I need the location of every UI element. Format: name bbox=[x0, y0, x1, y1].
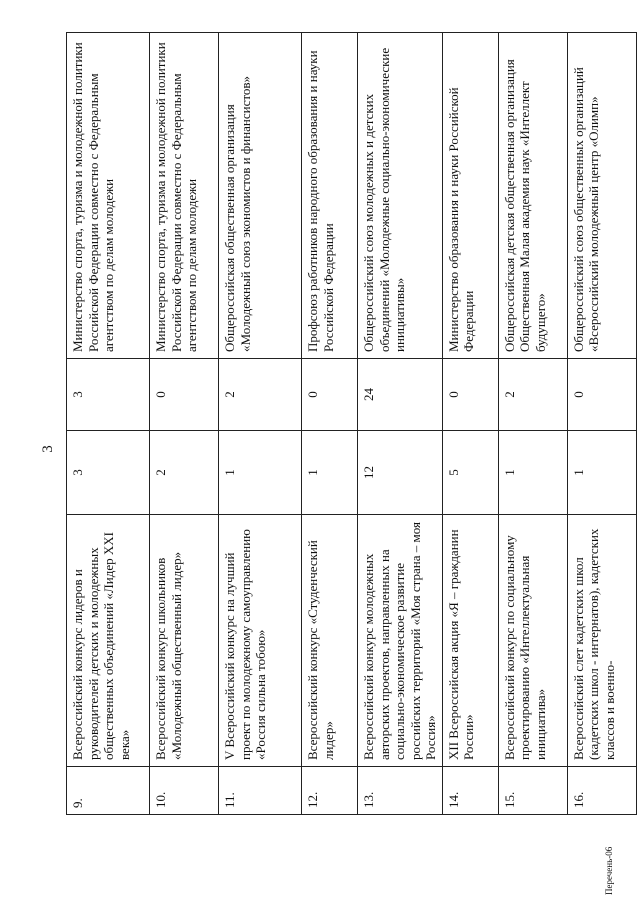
row-number: 12. bbox=[302, 767, 358, 815]
event-name: Всероссийский конкурс «Студенческий лидер» bbox=[302, 515, 358, 767]
event-name: V Всероссийский конкурс на лучший проект по молодежному самоуправлению «Россия сильна тобою» bbox=[219, 515, 302, 767]
winners-count: 2 bbox=[219, 359, 302, 431]
participants-count: 12 bbox=[358, 431, 443, 515]
row-number: 11. bbox=[219, 767, 302, 815]
event-name: Всероссийский слет кадетских школ (кадетских школ - интернатов), кадетских классов и военно- bbox=[567, 515, 636, 767]
event-name: Всероссийский конкурс школьников «Молодежный общественный лидер» bbox=[150, 515, 219, 767]
document-footer: Перечень-06 bbox=[604, 846, 614, 895]
organizer: Общероссийская общественная организация «Молодежный союз экономистов и финансистов» bbox=[219, 33, 302, 359]
participants-count: 1 bbox=[219, 431, 302, 515]
events-table bbox=[66, 32, 637, 815]
row-number: 13. bbox=[358, 767, 443, 815]
participants-count: 1 bbox=[302, 431, 358, 515]
participants-count: 2 bbox=[150, 431, 219, 515]
participants-count: 5 bbox=[442, 431, 498, 515]
event-name: Всероссийский конкурс молодежных авторских проектов, направленных на социально-экономическое развитие российских территорий «Моя страна – моя Россия» bbox=[358, 515, 443, 767]
page-number: 3 bbox=[40, 445, 56, 453]
row-number: 9. bbox=[67, 767, 150, 815]
winners-count: 2 bbox=[498, 359, 567, 431]
organizer: Профсоюз работников народного образования и науки Российской Федерации bbox=[302, 33, 358, 359]
row-number: 10. bbox=[150, 767, 219, 815]
table-row bbox=[498, 33, 567, 815]
table-row bbox=[219, 33, 302, 815]
organizer: Министерство спорта, туризма и молодежной политики Российской Федерации совместно с Федеральным агентством по делам молодежи bbox=[150, 33, 219, 359]
organizer: Общероссийская детская общественная организация Общественная Малая академия наук «Интеллект будущего» bbox=[498, 33, 567, 359]
winners-count: 0 bbox=[302, 359, 358, 431]
row-number: 16. bbox=[567, 767, 636, 815]
participants-count: 3 bbox=[67, 431, 150, 515]
winners-count: 3 bbox=[67, 359, 150, 431]
winners-count: 0 bbox=[150, 359, 219, 431]
winners-count: 24 bbox=[358, 359, 443, 431]
participants-count: 1 bbox=[567, 431, 636, 515]
table-row bbox=[302, 33, 358, 815]
table-row bbox=[358, 33, 443, 815]
organizer: Общероссийский союз общественных организаций «Всероссийский молодежный центр «Олимп» bbox=[567, 33, 636, 359]
event-name: XII Всероссийская акция «Я – гражданин России» bbox=[442, 515, 498, 767]
table-row bbox=[67, 33, 150, 815]
row-number: 15. bbox=[498, 767, 567, 815]
winners-count: 0 bbox=[567, 359, 636, 431]
table-row bbox=[442, 33, 498, 815]
row-number: 14. bbox=[442, 767, 498, 815]
event-name: Всероссийский конкурс по социальному проектированию «Интеллектуальная инициатива» bbox=[498, 515, 567, 767]
organizer: Министерство спорта, туризма и молодежной политики Российской Федерации совместно с Федеральным агентством по делам молодежи bbox=[67, 33, 150, 359]
table-row bbox=[150, 33, 219, 815]
winners-count: 0 bbox=[442, 359, 498, 431]
table-row bbox=[567, 33, 636, 815]
participants-count: 1 bbox=[498, 431, 567, 515]
organizer: Общероссийский союз молодежных и детских объединений «Молодежные социально-экономические инициативы» bbox=[358, 33, 443, 359]
organizer: Министерство образования и науки Российской Федерации bbox=[442, 33, 498, 359]
event-name: Всероссийский конкурс лидеров и руководителей детских и молодежных общественных объединений «Лидер XXI века» bbox=[67, 515, 150, 767]
